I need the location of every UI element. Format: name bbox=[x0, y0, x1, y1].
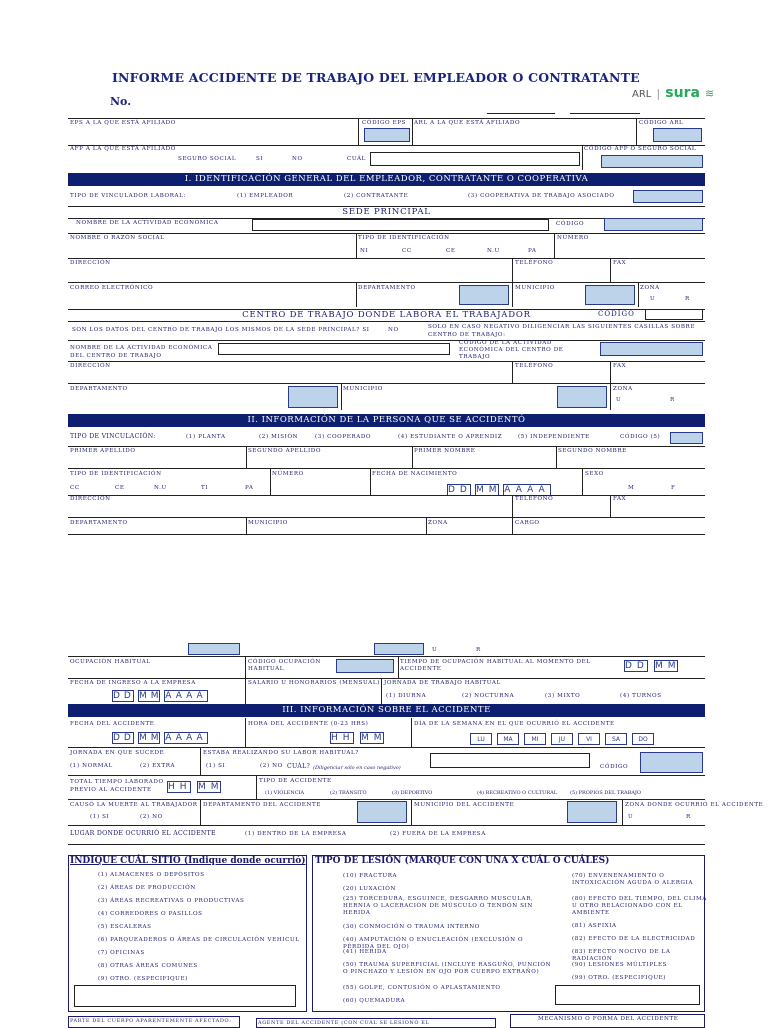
hora-accidente-label: HORA DEL ACCIDENTE (0-23 HRS) bbox=[248, 721, 369, 727]
sitio-option[interactable]: (1) ALMACENES O DEPÓSITOS bbox=[98, 872, 205, 878]
departamento-centro-label: DEPARTAMENTO bbox=[70, 386, 128, 392]
rule bbox=[356, 233, 357, 258]
date-cell[interactable]: MM bbox=[198, 782, 224, 792]
option-cooperativa[interactable]: (3) COOPERATIVA DE TRABAJO ASOCIADO bbox=[468, 193, 615, 199]
section-3-title: III. INFORMACIÓN SOBRE EL ACCIDENTE bbox=[68, 704, 705, 717]
tipo-vinculador-label: TIPO DE VINCULADOR LABORAL: bbox=[70, 193, 186, 199]
departamento-centro-field[interactable] bbox=[288, 386, 338, 408]
rule bbox=[370, 468, 371, 495]
lesion-option[interactable]: (40) AMPUTACIÓN O ENUCLEACIÓN (EXCLUSIÓN O PÉRDIDA DEL OJO) bbox=[343, 937, 524, 950]
lesion-otro-field[interactable] bbox=[555, 985, 700, 1005]
date-cell[interactable]: DD bbox=[113, 691, 135, 701]
rule bbox=[411, 799, 412, 825]
codigo-arl-field[interactable] bbox=[653, 128, 702, 142]
tipo-accidente-option[interactable]: (3) DEPORTIVO bbox=[392, 790, 433, 796]
fecha-nacimiento-label: FECHA DE NACIMIENTO bbox=[372, 471, 458, 477]
muerte-no[interactable]: (2) NO bbox=[140, 814, 163, 820]
lesion-option[interactable]: (10) FRACTURA bbox=[343, 873, 398, 879]
municipio-centro-label: MUNICIPIO bbox=[343, 386, 383, 392]
seguro-cual-field[interactable] bbox=[370, 152, 580, 166]
tipo-accidente-option[interactable]: (4) RECREATIVO O CULTURAL bbox=[477, 790, 558, 796]
rule bbox=[68, 118, 705, 119]
dia-ju[interactable]: JU bbox=[551, 733, 573, 745]
rule bbox=[68, 844, 705, 845]
fax-persona-label: FAX bbox=[613, 496, 627, 502]
seguro-no-label: NO bbox=[292, 156, 303, 162]
lesion-option[interactable]: (80) EFECTO DEL TIEMPO, DEL CLIMA U OTRO RELACIONADO CON EL AMBIENTE bbox=[572, 896, 707, 916]
rule bbox=[68, 233, 705, 234]
rule bbox=[610, 258, 611, 282]
actividad-centro-field[interactable] bbox=[218, 343, 450, 355]
cargo-label: CARGO bbox=[515, 520, 540, 526]
fecha-ingreso-label: FECHA DE INGRESO A LA EMPRESA bbox=[70, 680, 196, 686]
sitio-option[interactable]: (7) OFICINAS bbox=[98, 950, 145, 956]
sitio-option[interactable]: (6) PARQUEADEROS O ÁREAS DE CIRCULACIÓN VEHICUL bbox=[98, 937, 300, 943]
sitio-option[interactable]: (9) OTRO. (ESPECIFIQUE) bbox=[98, 976, 188, 982]
rule bbox=[556, 446, 557, 468]
tipo-vinculador-field[interactable] bbox=[633, 190, 703, 203]
mecanismo-label: MECANISMO O FORMA DEL ACCIDENTE bbox=[538, 1016, 679, 1022]
rule bbox=[246, 446, 247, 468]
codigo-ocupacion-label: CÓDIGO OCUPACIÓN HABITUAL bbox=[248, 659, 321, 672]
rule bbox=[622, 799, 623, 825]
sitio-option[interactable]: (5) ESCALERAS bbox=[98, 924, 152, 930]
persona-id-ce[interactable]: CE bbox=[115, 485, 125, 491]
departamento-label: DEPARTAMENTO bbox=[358, 285, 416, 291]
departamento-persona-field[interactable] bbox=[188, 643, 240, 655]
lesion-option[interactable]: (41) HERIDA bbox=[343, 949, 387, 955]
form-number-line bbox=[487, 113, 555, 114]
rule bbox=[412, 118, 413, 145]
lesion-option[interactable]: (60) QUEMADURA bbox=[343, 998, 406, 1004]
negativo-note: SOLO EN CASO NEGATIVO DILIGENCIAR LAS SIGUIENTES CASILLAS SOBRE CENTRO DE TRABAJO: bbox=[428, 324, 696, 338]
labor-cual-field[interactable] bbox=[430, 753, 590, 768]
lesion-option[interactable]: (83) EFECTO NOCIVO DE LA RADIACIÓN bbox=[572, 949, 671, 962]
labor-habitual-label: ESTABA REALIZANDO SU LABOR HABITUAL? bbox=[203, 750, 359, 756]
zona-accidente-r[interactable]: R bbox=[686, 814, 691, 820]
codigo-centro-field[interactable] bbox=[645, 309, 703, 320]
date-cell[interactable]: HH bbox=[168, 782, 192, 792]
muerte-si[interactable]: (1) SI bbox=[90, 814, 110, 820]
agente-label: AGENTE DEL ACCIDENTE (CON CUÁL SE LESIONÓ EL bbox=[258, 1020, 430, 1026]
persona-id-pa[interactable]: PA bbox=[245, 485, 254, 491]
form-number-label: No. bbox=[110, 95, 132, 108]
rule bbox=[68, 799, 705, 800]
rule bbox=[636, 118, 637, 145]
municipio-field[interactable] bbox=[585, 285, 635, 305]
zona-r[interactable]: R bbox=[685, 296, 690, 302]
lesion-option[interactable]: (70) ENVENENAMIENTO O INTOXICACIÓN AGUDA O ALERGIA bbox=[572, 873, 694, 886]
section-2-title: II. INFORMACIÓN DE LA PERSONA QUE SE ACCIDENTÓ bbox=[68, 414, 705, 427]
zona-centro-r[interactable]: R bbox=[670, 397, 675, 403]
zona-centro-u[interactable]: U bbox=[616, 397, 622, 403]
sitio-otro-field[interactable] bbox=[74, 985, 296, 1007]
lesion-option[interactable]: (30) CONMOCIÓN O TRAUMA INTERNO bbox=[343, 924, 480, 930]
option-estudiante[interactable]: (4) ESTUDIANTE O APRENDIZ bbox=[398, 434, 503, 440]
jornada-normal[interactable]: (1) NORMAL bbox=[70, 763, 113, 769]
id-ce[interactable]: CE bbox=[446, 248, 456, 254]
municipio-accidente-field[interactable] bbox=[567, 801, 617, 823]
salario-label: SALARIO U HONORARIOS (MENSUAL) bbox=[248, 680, 380, 686]
direccion-centro-label: DIRECCIÓN bbox=[70, 363, 111, 369]
tipo-accidente-option[interactable]: (1) VIOLENCIA bbox=[265, 790, 305, 796]
rule bbox=[610, 495, 611, 517]
segundo-apellido-label: SEGUNDO APELLIDO bbox=[248, 448, 322, 454]
zona-persona-r[interactable]: R bbox=[476, 647, 481, 653]
id-pa[interactable]: PA bbox=[528, 248, 537, 254]
tipo-accidente-option[interactable]: (5) PROPIOS DEL TRABAJO bbox=[570, 790, 642, 796]
departamento-field[interactable] bbox=[459, 285, 509, 305]
rule bbox=[512, 258, 513, 282]
date-cell[interactable]: MM bbox=[361, 733, 387, 743]
segundo-nombre-label: SEGUNDO NOMBRE bbox=[558, 448, 627, 454]
actividad-centro-label: NOMBRE DE LA ACTIVIDAD ECONÓMICA DEL CENTRO DE TRABAJO bbox=[70, 345, 213, 359]
tiempo-laborado-label: TOTAL TIEMPO LABORADO PREVIO AL ACCIDENTE bbox=[70, 779, 164, 793]
direccion-persona-label: DIRECCIÓN bbox=[70, 496, 111, 502]
numero-persona-label: NÚMERO bbox=[272, 471, 304, 477]
rule bbox=[381, 678, 382, 704]
rule bbox=[512, 495, 513, 517]
tipo-accidente-option[interactable]: (2) TRÁNSITO bbox=[330, 790, 367, 796]
municipio-label: MUNICIPIO bbox=[515, 285, 555, 291]
logo-arl-text: ARL bbox=[632, 89, 652, 100]
codigo-afp-field[interactable] bbox=[601, 155, 703, 168]
municipio-persona-label: MUNICIPIO bbox=[248, 520, 288, 526]
codigo-actividad-label: CÓDIGO bbox=[556, 221, 585, 227]
dia-vi[interactable]: VI bbox=[578, 733, 600, 745]
codigo-labor-label: CÓDIGO bbox=[600, 764, 629, 770]
zona-u[interactable]: U bbox=[650, 296, 656, 302]
mismos-datos-question: SON LOS DATOS DEL CENTRO DE TRABAJO LOS MISMOS DE LA SEDE PRINCIPAL? SI bbox=[72, 327, 370, 333]
labor-cual-label: CUÁL? bbox=[287, 763, 311, 770]
sitio-option[interactable]: (3) ÁREAS RECREATIVAS O PRODUCTIVAS bbox=[98, 898, 245, 904]
rule bbox=[68, 775, 705, 776]
lesion-option[interactable]: (25) TORCEDURA, ESGUINCE, DESGARRO MUSCULAR, HERNIA O LACERACIÓN DE MÚSCULO O TENDÓN SIN HERIDA bbox=[343, 896, 534, 916]
date-cell[interactable]: AAAA bbox=[504, 485, 550, 495]
rule bbox=[68, 446, 705, 447]
dia-mi[interactable]: MI bbox=[524, 733, 546, 745]
rule bbox=[256, 775, 257, 799]
lesion-option[interactable]: (99) OTRO. (ESPECIFIQUE) bbox=[572, 975, 667, 981]
lugar-accidente-label: LUGAR DONDE OCURRIÓ EL ACCIDENTE bbox=[70, 830, 216, 837]
date-cell[interactable]: MM bbox=[139, 691, 163, 701]
option-contratante[interactable]: (2) CONTRATANTE bbox=[344, 193, 409, 199]
municipio-accidente-label: MUNICIPIO DEL ACCIDENTE bbox=[414, 802, 515, 808]
rule bbox=[68, 282, 705, 283]
lesion-title: TIPO DE LESIÓN (MARQUE CON UNA X CUÁL O CUÁLES) bbox=[315, 856, 610, 866]
rule bbox=[398, 656, 399, 678]
option-planta[interactable]: (1) PLANTA bbox=[186, 434, 226, 440]
rule bbox=[582, 468, 583, 495]
sede-principal-heading: SEDE PRINCIPAL bbox=[68, 206, 705, 219]
rule bbox=[246, 517, 247, 534]
codigo-actividad-centro-field[interactable] bbox=[600, 342, 703, 356]
rule bbox=[270, 468, 271, 495]
lugar-fuera[interactable]: (2) FUERA DE LA EMPRESA bbox=[390, 831, 486, 837]
zona-persona-label: ZONA bbox=[428, 520, 448, 526]
afp-label: AFP A LA QUE ESTÁ AFILIADO bbox=[70, 146, 176, 152]
fax-centro-label: FAX bbox=[613, 363, 627, 369]
lesion-option[interactable]: (90) LESIONES MÚLTIPLES bbox=[572, 962, 668, 968]
rule bbox=[512, 282, 513, 307]
direccion-label: DIRECCIÓN bbox=[70, 260, 111, 266]
id-nu[interactable]: N.U bbox=[487, 248, 500, 254]
codigo-ocupacion-field[interactable] bbox=[336, 659, 394, 673]
jornada-nocturna[interactable]: (2) NOCTURNA bbox=[462, 693, 515, 699]
rule bbox=[582, 145, 583, 170]
form-title: INFORME ACCIDENTE DE TRABAJO DEL EMPLEADOR O CONTRATANTE bbox=[112, 70, 640, 85]
numero-label: NÚMERO bbox=[557, 235, 589, 241]
rule bbox=[200, 799, 201, 825]
codigo-vinculacion-field[interactable] bbox=[670, 432, 703, 444]
codigo-eps-field[interactable] bbox=[364, 128, 410, 142]
zona-accidente-label: ZONA DONDE OCURRIÓ EL ACCIDENTE bbox=[625, 802, 764, 808]
option-independiente[interactable]: (5) INDEPENDIENTE bbox=[518, 434, 590, 440]
razon-social-label: NOMBRE O RAZÓN SOCIAL bbox=[70, 235, 165, 241]
seguro-si-label: SI bbox=[256, 156, 264, 162]
jornada-turnos[interactable]: (4) TURNOS bbox=[620, 693, 662, 699]
date-cell[interactable]: MM bbox=[476, 485, 502, 495]
date-cell[interactable]: DD bbox=[113, 733, 135, 743]
tiempo-ocupacion-label: TIEMPO DE OCUPACIÓN HABITUAL AL MOMENTO DEL ACCIDENTE bbox=[400, 659, 591, 672]
option-cooperado[interactable]: (3) COOPERADO bbox=[315, 434, 372, 440]
departamento-accidente-field[interactable] bbox=[357, 801, 407, 823]
rule bbox=[200, 747, 201, 775]
id-ni[interactable]: NI bbox=[360, 248, 369, 254]
lesion-option[interactable]: (50) TRAUMA SUPERFICIAL (INCLUYE RASGUÑO, PUNCIÓN O PINCHAZO Y LESIÓN EN OJO POR CUERPO EXTRAÑO) bbox=[343, 962, 552, 975]
telefono-label: TELÉFONO bbox=[515, 260, 554, 266]
telefono-centro-label: TELÉFONO bbox=[515, 363, 554, 369]
date-cell[interactable]: AAAA bbox=[165, 733, 207, 743]
rule bbox=[554, 233, 555, 258]
fax-label: FAX bbox=[613, 260, 627, 266]
option-empleador[interactable]: (1) EMPLEADOR bbox=[237, 193, 294, 199]
rule bbox=[245, 678, 246, 704]
codigo-labor-field[interactable] bbox=[640, 752, 703, 773]
codigo-centro-label: CÓDIGO bbox=[598, 310, 635, 318]
date-cell[interactable]: DD bbox=[625, 661, 649, 671]
rule bbox=[68, 517, 705, 518]
rule bbox=[68, 747, 705, 748]
id-cc[interactable]: CC bbox=[402, 248, 412, 254]
sitio-option[interactable]: (8) OTRAS ÁREAS COMUNES bbox=[98, 963, 198, 969]
lugar-dentro[interactable]: (1) DENTRO DE LA EMPRESA bbox=[245, 831, 347, 837]
rule bbox=[610, 383, 611, 410]
logo-brand-text: sura bbox=[665, 85, 700, 101]
sexo-f[interactable]: F bbox=[671, 485, 676, 491]
jornada-sucede-label: JORNADA EN QUE SUCEDE bbox=[70, 750, 165, 756]
codigo-arl-label: CÓDIGO ARL bbox=[639, 120, 684, 126]
zona-centro-label: ZONA bbox=[613, 386, 633, 392]
rule bbox=[512, 361, 513, 383]
rule bbox=[512, 517, 513, 534]
tipo-identificacion-label: TIPO DE IDENTIFICACIÓN bbox=[358, 235, 450, 241]
lesion-option[interactable]: (20) LUXACIÓN bbox=[343, 886, 396, 892]
rule bbox=[638, 282, 639, 307]
rule bbox=[68, 340, 705, 341]
lesion-option[interactable]: (82) EFECTO DE LA ELECTRICIDAD bbox=[572, 936, 696, 942]
municipio-centro-field[interactable] bbox=[557, 386, 607, 408]
persona-id-nu[interactable]: N.U bbox=[154, 485, 167, 491]
dia-sa[interactable]: SA bbox=[605, 733, 627, 745]
causo-muerte-label: CAUSÓ LA MUERTE AL TRABAJADOR bbox=[70, 802, 198, 808]
jornada-habitual-label: JORNADA DE TRABAJO HABITUAL bbox=[384, 680, 501, 686]
telefono-persona-label: TELÉFONO bbox=[515, 496, 554, 502]
lesion-option[interactable]: (55) GOLPE, CONTUSIÓN O APLASTAMIENTO bbox=[343, 985, 501, 991]
tipo-id-persona-label: TIPO DE IDENTIFICACIÓN bbox=[70, 471, 162, 477]
primer-nombre-label: PRIMER NOMBRE bbox=[414, 448, 476, 454]
rule bbox=[358, 118, 359, 145]
arl-sura-logo: ARL | sura ≋ bbox=[632, 85, 715, 101]
fecha-accidente-label: FECHA DEL ACCIDENTE bbox=[70, 721, 155, 727]
labor-no[interactable]: (2) NO bbox=[260, 763, 283, 769]
option-mision[interactable]: (2) MISIÓN bbox=[259, 434, 299, 440]
rule bbox=[68, 534, 705, 535]
rule bbox=[68, 656, 705, 657]
sitio-option[interactable]: (2) ÁREAS DE PRODUCCIÓN bbox=[98, 885, 196, 891]
rule bbox=[412, 446, 413, 468]
seguro-social-label: SEGURO SOCIAL bbox=[178, 156, 237, 162]
ocupacion-habitual-label: OCUPACIÓN HABITUAL bbox=[70, 659, 151, 665]
sexo-label: SEXO bbox=[585, 471, 604, 477]
zona-accidente-u[interactable]: U bbox=[628, 814, 634, 820]
zona-label: ZONA bbox=[640, 285, 660, 291]
persona-id-cc[interactable]: CC bbox=[70, 485, 80, 491]
parte-cuerpo-label: PARTE DEL CUERPO APARENTEMENTE AFECTADO: bbox=[70, 1018, 232, 1024]
lesion-option[interactable]: (81) ASFIXIA bbox=[572, 923, 617, 929]
persona-id-ti[interactable]: TI bbox=[201, 485, 209, 491]
sexo-m[interactable]: M bbox=[628, 485, 635, 491]
codigo-actividad-centro-label: CÓDIGO DE LA ACTIVIDAD ECONÓMICA DEL CENTRO DE TRABAJO bbox=[459, 340, 564, 360]
labor-diligencie-note: (Diligenciar sólo en caso negativo) bbox=[313, 765, 401, 771]
rule bbox=[68, 825, 705, 826]
actividad-economica-label: NOMBRE DE LA ACTIVIDAD ECONÓMICA bbox=[76, 220, 219, 226]
centro-trabajo-heading: CENTRO DE TRABAJO DONDE LABORA EL TRABAJADOR bbox=[68, 309, 705, 322]
tipo-accidente-label: TIPO DE ACCIDENTE bbox=[259, 778, 332, 784]
correo-label: CORREO ELECTRÓNICO bbox=[70, 285, 154, 291]
dia-ma[interactable]: MA bbox=[497, 733, 519, 745]
rule bbox=[68, 678, 705, 679]
actividad-economica-field[interactable] bbox=[252, 219, 549, 231]
dia-do[interactable]: DO bbox=[632, 733, 654, 745]
departamento-persona-label: DEPARTAMENTO bbox=[70, 520, 128, 526]
codigo-eps-label: CÓDIGO EPS bbox=[362, 120, 407, 126]
arl-label: ARL A LA QUE ESTÁ AFILIADO bbox=[414, 120, 521, 126]
labor-si[interactable]: (1) SI bbox=[206, 763, 226, 769]
form-number-line-2 bbox=[570, 113, 640, 114]
rule bbox=[245, 656, 246, 678]
rule bbox=[426, 517, 427, 534]
rule bbox=[411, 718, 412, 747]
departamento-accidente-label: DEPARTAMENTO DEL ACCIDENTE bbox=[203, 802, 321, 808]
tipo-vinculacion-label: TIPO DE VINCULACIÓN: bbox=[70, 433, 156, 440]
date-cell[interactable]: DD bbox=[448, 485, 472, 495]
rule bbox=[245, 718, 246, 747]
eps-label: EPS A LA QUE ESTÁ AFILIADO bbox=[70, 120, 176, 126]
date-cell[interactable]: AAAA bbox=[165, 691, 207, 701]
sura-swirl-icon: ≋ bbox=[705, 87, 715, 100]
date-cell[interactable]: HH bbox=[331, 733, 355, 743]
codigo-actividad-field[interactable] bbox=[604, 218, 703, 231]
date-cell[interactable]: MM bbox=[139, 733, 163, 743]
rule bbox=[341, 383, 342, 410]
primer-apellido-label: PRIMER APELLIDO bbox=[70, 448, 136, 454]
rule bbox=[68, 468, 705, 469]
rule bbox=[356, 282, 357, 307]
zona-persona-u[interactable]: U bbox=[432, 647, 438, 653]
rule bbox=[610, 361, 611, 383]
date-cell[interactable]: MM bbox=[655, 661, 681, 671]
codigo-vinculacion-label: CÓDIGO (5) bbox=[620, 434, 661, 440]
mismos-no[interactable]: NO bbox=[388, 327, 399, 333]
sitio-title: INDIQUE CUÁL SITIO (Indique donde ocurrió) bbox=[70, 856, 306, 866]
municipio-persona-field[interactable] bbox=[374, 643, 424, 655]
codigo-afp-label: CÓDIGO AFP O SEGURO SOCIAL bbox=[584, 146, 697, 152]
seguro-cual-label: CUÁL bbox=[347, 156, 366, 162]
jornada-diurna[interactable]: (1) DIURNA bbox=[386, 693, 427, 699]
sitio-option[interactable]: (4) CORREDORES O PASILLOS bbox=[98, 911, 203, 917]
jornada-extra[interactable]: (2) EXTRA bbox=[140, 763, 176, 769]
section-1-title: I. IDENTIFICACIÓN GENERAL DEL EMPLEADOR, CONTRATANTE O COOPERATIVA bbox=[68, 173, 705, 186]
jornada-mixto[interactable]: (3) MIXTO bbox=[545, 693, 581, 699]
dia-lu[interactable]: LU bbox=[470, 733, 492, 745]
dia-semana-label: DÍA DE LA SEMANA EN EL QUE OCURRIÓ EL ACCIDENTE bbox=[414, 721, 615, 727]
